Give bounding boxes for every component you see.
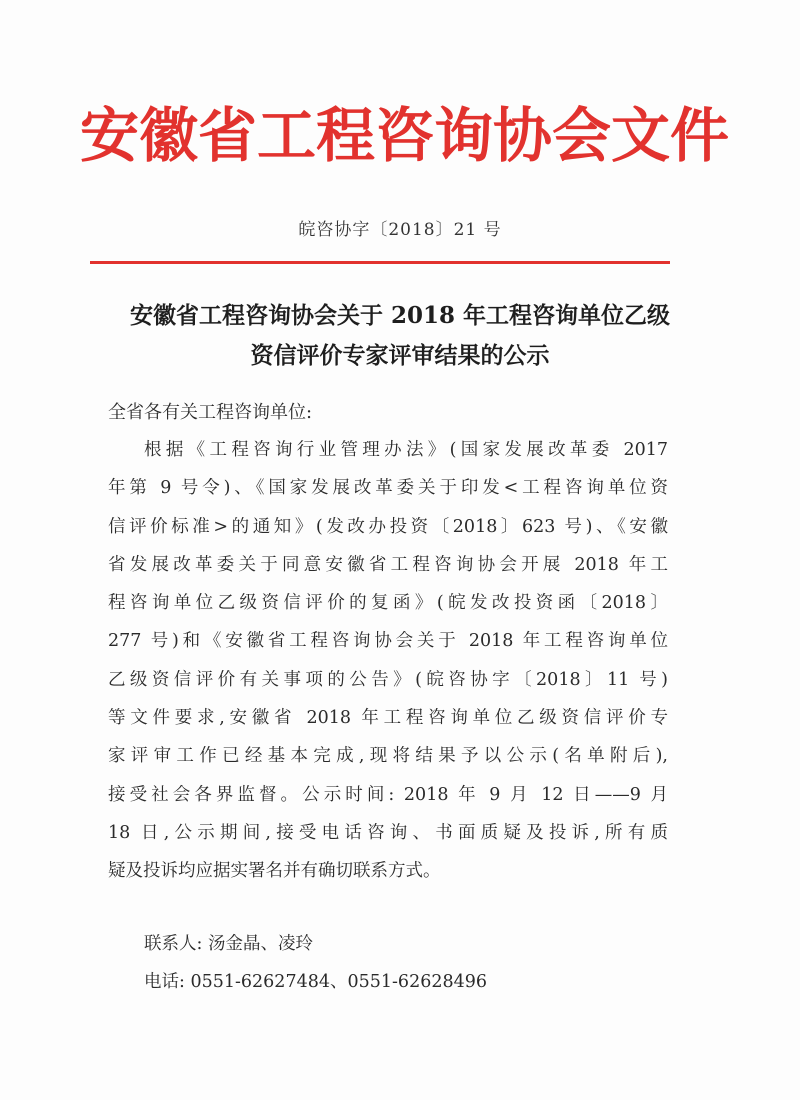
salutation: 全省各有关工程咨询单位: — [108, 402, 313, 423]
title-line-1: 安徽省工程咨询协会关于 2018 年工程咨询单位乙级 — [129, 302, 671, 329]
body-line: 277 号)和《安徽省工程咨询协会关于 2018 年工程咨询单位 — [108, 631, 668, 652]
body-line: 年第 9 号令)、《国家发展改革委关于印发<工程咨询单位资 — [108, 478, 668, 499]
title-line-2: 资信评价专家评审结果的公示 — [250, 342, 550, 369]
body-line: 程咨询单位乙级资信评价的复函》(皖发改投资函〔2018〕 — [108, 593, 668, 614]
contact-phone: 电话: 0551-62627484、0551-62628496 — [144, 972, 488, 992]
contact-person: 联系人: 汤金晶、凌玲 — [144, 934, 313, 954]
body-line: 信评价标准>的通知》(发改办投资〔2018〕623 号)、《安徽 — [108, 516, 668, 537]
body-line: 接受社会各界监督。公示时间: 2018 年 9 月 12 日——9 月 — [108, 784, 668, 805]
red-divider-rule — [90, 261, 670, 264]
body-line: 等文件要求,安徽省 2018 年工程咨询单位乙级资信评价专 — [108, 708, 668, 729]
body-line: 18 日,公示期间,接受电话咨询、书面质疑及投诉,所有质 — [108, 822, 668, 843]
body-line: 疑及投诉均应据实署名并有确切联系方式。 — [108, 861, 441, 882]
body-paragraph — [108, 431, 668, 891]
masthead-title: 安徽省工程咨询协会文件 — [80, 101, 730, 170]
body-line: 根据《工程咨询行业管理办法》(国家发展改革委 2017 — [144, 440, 668, 460]
document-number: 皖咨协字〔2018〕21 号 — [298, 220, 502, 240]
body-line: 家评审工作已经基本完成,现将结果予以公示(名单附后), — [108, 746, 668, 767]
body-line: 省发展改革委关于同意安徽省工程咨询协会开展 2018 年工 — [108, 554, 668, 575]
document-title — [80, 296, 720, 376]
body-line: 乙级资信评价有关事项的公告》(皖咨协字〔2018〕11 号) — [108, 669, 668, 690]
